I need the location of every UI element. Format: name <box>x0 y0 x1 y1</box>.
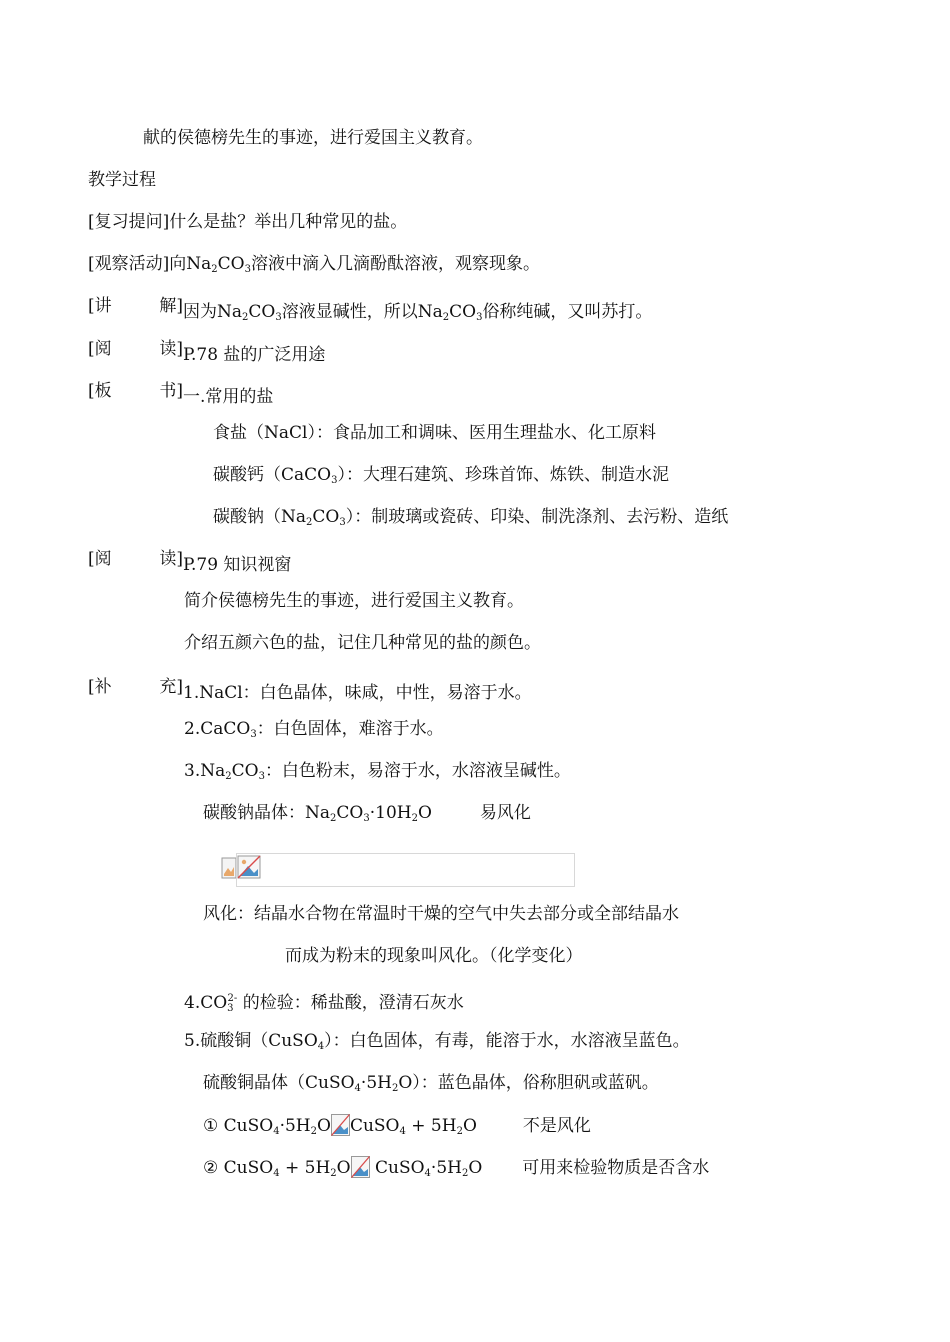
text-line-1: 献的侯德榜先生的事迹，进行爱国主义教育。 <box>143 128 483 148</box>
section-heading: 教学过程 <box>88 170 156 190</box>
text-line-colors: 介绍五颜六色的盐，记住几种常见的盐的颜色。 <box>184 633 541 653</box>
text-line-nacl: 食盐（NaCl）：食品加工和调味、医用生理盐水、化工原料 <box>213 423 656 443</box>
tag-read: [阅 读] <box>88 339 183 359</box>
text-line-caco3: 碳酸钙（CaCO$_3$）：大理石建筑、珍珠首饰、炼铁、制造水泥 <box>213 465 669 486</box>
equation-2: ② CuSO$_4$ + $5H_2O$ $CuSO_4\cdot 5H_2O$ 可用来检验物质是否含水 <box>203 1158 710 1179</box>
tag-board: [板 书] <box>88 381 183 401</box>
text-line-read-1: [阅 读] P.78 盐的广泛用途 <box>88 339 326 365</box>
text-line-review: [复习提问]什么是盐？举出几种常见的盐。 <box>88 212 408 232</box>
text-line-efflorescence-2: 而成为粉末的现象叫风化。（化学变化） <box>285 946 583 966</box>
text-line-hou: 简介侯德榜先生的事迹，进行爱国主义教育。 <box>184 591 524 611</box>
text-line-item-5: 5.硫酸铜（CuSO$_4$）：白色固体，有毒，能溶于水，水溶液呈蓝色。 <box>184 1031 690 1052</box>
equation-1: ① $CuSO_4\cdot 5H_2O$ CuSO$_4$ + $5H_2O$ 不是风化 <box>203 1116 591 1137</box>
text-line-item-2: 2.CaCO$_3$：白色固体，难溶于水。 <box>184 719 444 740</box>
text-line-item-3: $3.Na_2CO_3$：白色粉末，易溶于水，水溶液呈碱性。 <box>184 761 571 782</box>
text-line-explain: [讲 解] 因为$Na_2CO_3$溶液显碱性，所以$Na_2CO_3$俗称纯碱，又叫苏打。 <box>88 296 653 323</box>
text-line-na2co3: 碳酸钠$(Na_2CO_3)$：制玻璃或瓷砖、印染、制洗涤剂、去污粉、造纸 <box>213 507 729 528</box>
text-line-read-2: [阅 读] P.79 知识视窗 <box>88 549 292 575</box>
tag-read: [阅 读] <box>88 549 183 569</box>
text-line-cuso4-crystal: 硫酸铜晶体$(CuSO_4\cdot 5H_2O)$：蓝色晶体，俗称胆矾或蓝矾。 <box>203 1073 659 1094</box>
text-line-crystal: 碳酸钠晶体：$Na_2CO_3\cdot 10H_2O$ 易风化 <box>203 803 531 824</box>
broken-image-icon <box>351 1156 370 1178</box>
text-line-item-4: $4.CO_3^{2-}$ 的检验：稀盐酸，澄清石灰水 <box>184 993 464 1014</box>
broken-image-icon <box>331 1114 350 1136</box>
text-line-efflorescence: 风化：结晶水合物在常温时干燥的空气中失去部分或全部结晶水 <box>203 904 679 924</box>
image-frame <box>236 853 575 887</box>
text-line-observe: [观察活动]向$Na_2CO_3$溶液中滴入几滴酚酞溶液，观察现象。 <box>88 254 540 275</box>
tag-explain: [讲 解] <box>88 296 183 316</box>
text-line-board: [板 书] 一.常用的盐 <box>88 381 274 407</box>
text-line-supplement: [补 充] 1.NaCl：白色晶体，味咸，中性，易溶于水。 <box>88 677 532 703</box>
tag-supplement: [补 充] <box>88 677 183 697</box>
